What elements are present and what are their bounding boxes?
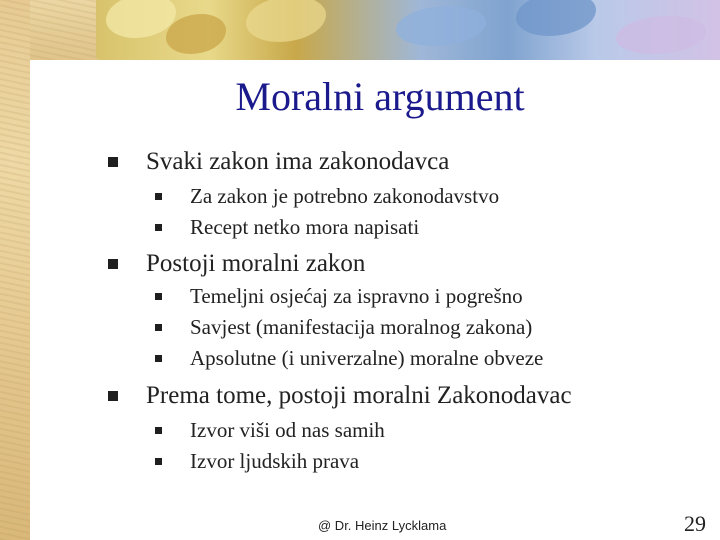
bullet-level1: Svaki zakon ima zakonodavca <box>146 148 450 175</box>
slide-title: Moralni argument <box>235 74 525 119</box>
bullet-square-small-icon <box>155 324 162 331</box>
leaf-shape <box>396 6 486 46</box>
bullet-square-icon <box>108 391 118 401</box>
page-number: 29 <box>684 511 706 536</box>
bullet-square-small-icon <box>155 355 162 362</box>
bullet-square-small-icon <box>155 224 162 231</box>
leaf-shape <box>106 0 176 38</box>
bullet-square-icon <box>108 157 118 167</box>
leaf-shape <box>516 0 596 36</box>
bullet-square-small-icon <box>155 458 162 465</box>
bullet-level1: Prema tome, postoji moralni Zakonodavac <box>146 382 572 409</box>
decorative-banner-image <box>96 0 720 60</box>
bullet-level1: Postoji moralni zakon <box>146 250 366 277</box>
bullet-level2: Recept netko mora napisati <box>190 215 420 239</box>
bullet-square-small-icon <box>155 293 162 300</box>
bullet-level2: Apsolutne (i univerzalne) moralne obveze <box>190 346 544 370</box>
bullet-square-small-icon <box>155 193 162 200</box>
bullet-level2: Za zakon je potrebno zakonodavstvo <box>190 184 500 208</box>
bullet-level2: Temeljni osjećaj za ispravno i pogrešno <box>190 284 523 308</box>
bullet-square-small-icon <box>155 427 162 434</box>
leaf-shape <box>246 0 326 42</box>
bullet-level2: Izvor viši od nas samih <box>190 418 385 442</box>
leaf-shape <box>616 16 706 54</box>
bullet-level2: Savjest (manifestacija moralnog zakona) <box>190 315 533 339</box>
slide-footer: @ Dr. Heinz Lycklama <box>318 518 447 533</box>
bullet-square-icon <box>108 259 118 269</box>
leaf-shape <box>166 14 226 54</box>
bullet-level2: Izvor ljudskih prava <box>190 449 360 473</box>
